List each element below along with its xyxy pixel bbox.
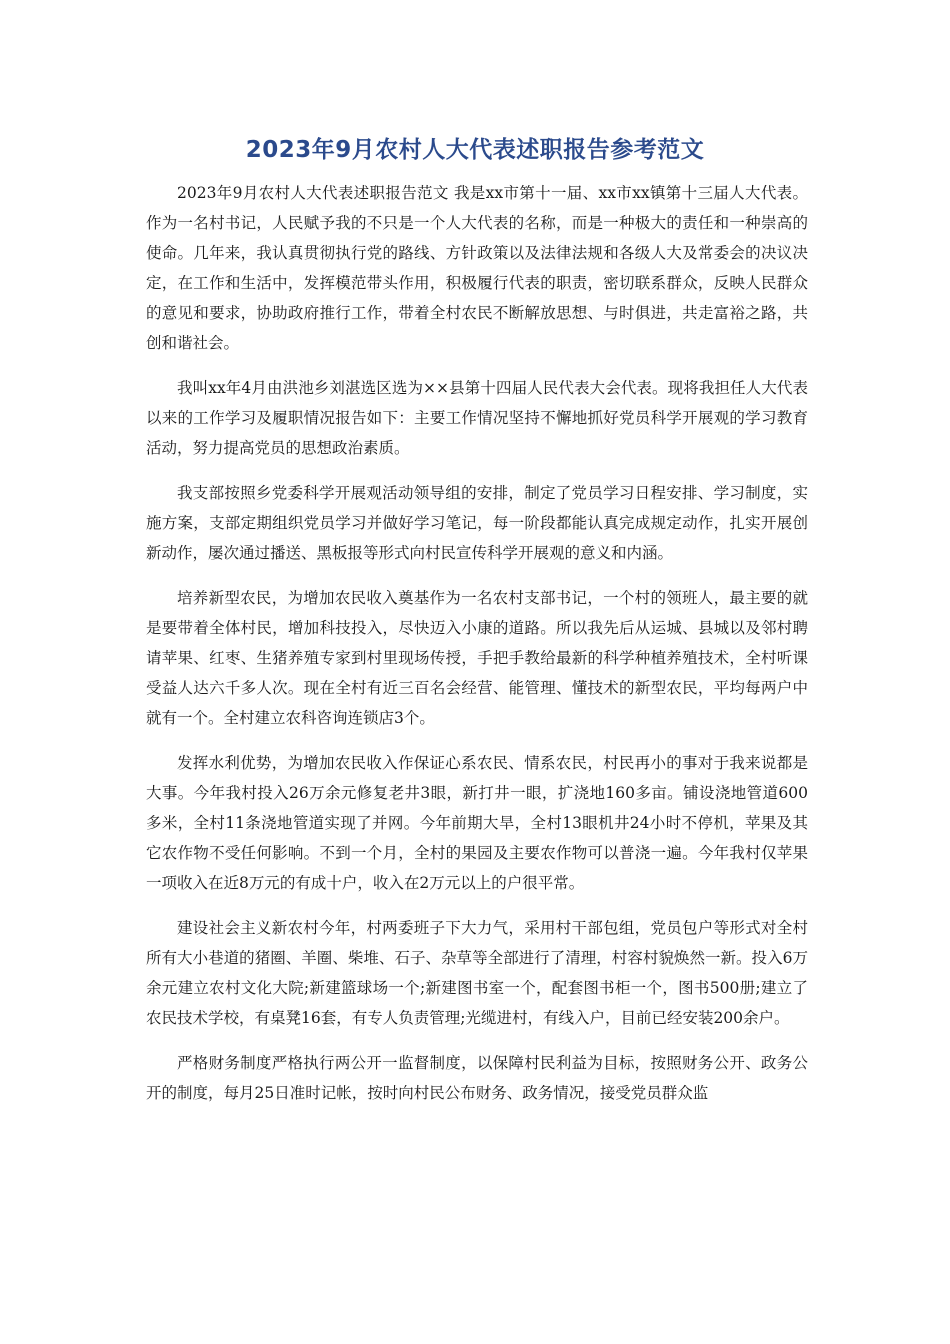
paragraph: 发挥水利优势，为增加农民收入作保证心系农民、情系农民，村民再小的事对于我来说都是大事。今年我村投入26万余元修复老井3眼，新打井一眼，扩浇地160多亩。铺设浇地管道600多米，全村11条浇地管道实现了并网。今年前期大旱，全村13眼机井24小时不停机，苹果及其它农作物不受任何影响。不到一个月，全村的果园及主要农作物可以普浇一遍。今年我村仅苹果一项收入在近8万元的有成十户，收入在2万元以上的户很平常。 [146, 754, 808, 892]
paragraph: 2023年9月农村人大代表述职报告范文 我是xx市第十一届、xx市xx镇第十三届人大代表。作为一名村书记，人民赋予我的不只是一个人大代表的名称，而是一种极大的责任和一种崇高的使命。几年来，我认真贯彻执行党的路线、方针政策以及法律法规和各级人大及常委会的决议决定，在工作和生活中，发挥模范带头作用，积极履行代表的职责，密切联系群众，反映人民群众的意见和要求，协助政府推行工作，带着全村农民不断解放思想、与时俱进，共走富裕之路，共创和谐社会。 [146, 184, 808, 352]
document-title: 2023年9月农村人大代表述职报告参考范文 [245, 137, 705, 163]
paragraph: 我支部按照乡党委科学开展观活动领导组的安排，制定了党员学习日程安排、学习制度，实施方案，支部定期组织党员学习并做好学习笔记，每一阶段都能认真完成规定动作，扎实开展创新动作，屡次通过播送、黑板报等形式向村民宣传科学开展观的意义和内涵。 [146, 484, 808, 562]
document-body [146, 178, 808, 1123]
paragraph: 建设社会主义新农村今年，村两委班子下大力气，采用村干部包组，党员包户等形式对全村所有大小巷道的猪圈、羊圈、柴堆、石子、杂草等全部进行了清理，村容村貌焕然一新。投入6万余元建立农村文化大院;新建篮球场一个;新建图书室一个，配套图书柜一个，图书500册;建立了农民技术学校，有桌凳16套，有专人负责管理;光缆进村，有线入户，目前已经安装200余户。 [146, 919, 808, 1027]
paragraph: 我叫xx年4月由洪池乡刘湛选区选为××县第十四届人民代表大会代表。现将我担任人大代表以来的工作学习及履职情况报告如下：主要工作情况坚持不懈地抓好党员科学开展观的学习教育活动，努力提高党员的思想政治素质。 [146, 379, 808, 457]
paragraph: 严格财务制度严格执行两公开一监督制度，以保障村民利益为目标，按照财务公开、政务公开的制度，每月25日准时记帐，按时向村民公布财务、政务情况，接受党员群众监 [146, 1054, 808, 1102]
paragraph: 培养新型农民，为增加农民收入奠基作为一名农村支部书记，一个村的领班人，最主要的就是要带着全体村民，增加科技投入，尽快迈入小康的道路。所以我先后从运城、县城以及邻村聘请苹果、红枣、生猪养殖专家到村里现场传授，手把手教给最新的科学种植养殖技术，全村听课受益人达六千多人次。现在全村有近三百名会经营、能管理、懂技术的新型农民，平均每两户中就有一个。全村建立农科咨询连锁店3个。 [146, 589, 808, 727]
